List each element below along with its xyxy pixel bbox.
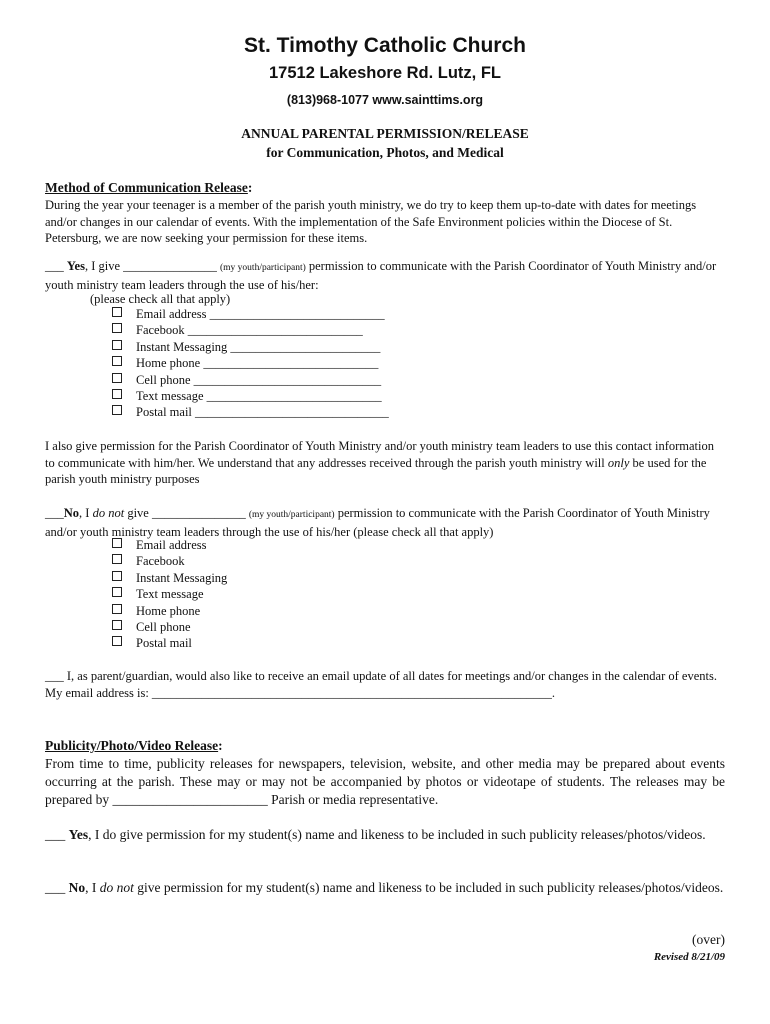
church-name: St. Timothy Catholic Church bbox=[244, 34, 526, 57]
list-item[interactable]: Home phone ____________________________ bbox=[112, 355, 389, 371]
checkbox[interactable] bbox=[112, 554, 122, 564]
communication-no-statement: ___No, I do not give _______________ (my youth/participant) permission to communicate with the Parish Coordinator of Youth Ministry and/or youth ministry team leaders through the use of his/her (please check all that apply) bbox=[45, 506, 710, 539]
checkbox[interactable] bbox=[112, 389, 122, 399]
list-item[interactable]: Email address ____________________________ bbox=[112, 306, 389, 322]
communication-intro: During the year your teenager is a member of the parish youth ministry, we do try to keep them up-to-date with dates for meetings and/or changes in our calendar of events. With the implementation of the Safe Environment policies within the Diocese of St. Petersburg, we are now seeking your permission for these items. bbox=[45, 198, 697, 245]
publicity-heading-text: Publicity/Photo/Video Release bbox=[45, 738, 219, 753]
list-item[interactable]: Postal mail bbox=[112, 635, 227, 651]
checkbox[interactable] bbox=[112, 571, 122, 581]
check-all-note: (please check all that apply) bbox=[90, 292, 231, 306]
church-phone-website: (813)968-1077 www.sainttims.org bbox=[286, 93, 484, 107]
church-address: 17512 Lakeshore Rd. Lutz, FL bbox=[269, 64, 501, 82]
list-item[interactable]: Postal mail _______________________________ bbox=[112, 404, 389, 420]
list-item[interactable]: Instant Messaging ________________________ bbox=[112, 339, 389, 355]
publicity-intro: From time to time, publicity releases for newspapers, television, website, and other media may be prepared about events occurring at the parish. These may or may not be accompanied by photos or videotape of students. The releases may be prepared by _______________________ Parish or media representative. bbox=[45, 756, 725, 807]
no-contact-list bbox=[112, 537, 227, 652]
publicity-yes-statement: ___ Yes, I do give permission for my student(s) name and likeness to be included in such publicity releases/photos/videos. bbox=[45, 827, 706, 842]
yes-blank[interactable]: ___ bbox=[45, 259, 64, 273]
checkbox[interactable] bbox=[112, 373, 122, 383]
list-item[interactable]: Email address bbox=[112, 537, 227, 553]
communication-yes-statement: ___ Yes, I give _______________ (my youth/participant) permission to communicate with the Parish Coordinator of Youth Ministry and/or youth ministry team leaders through the use of his/her: bbox=[45, 259, 717, 292]
publicity-no-statement: ___ No, I do not give permission for my student(s) name and likeness to be included in such publicity releases/photos/videos. bbox=[45, 880, 724, 895]
list-item[interactable]: Cell phone bbox=[112, 619, 227, 635]
permission-paragraph: I also give permission for the Parish Coordinator of Youth Ministry and/or youth ministry team leaders to use this contact information to communicate with him/her. We understand that any addresses received through the parish youth ministry will only be used for the parish youth ministry purposes bbox=[45, 439, 715, 486]
list-item[interactable]: Facebook bbox=[112, 553, 227, 569]
publicity-heading: Publicity/Photo/Video Release: bbox=[45, 738, 223, 753]
form-title-line-1: ANNUAL PARENTAL PERMISSION/RELEASE bbox=[241, 126, 529, 141]
checkbox[interactable] bbox=[112, 620, 122, 630]
checkbox[interactable] bbox=[112, 340, 122, 350]
checkbox[interactable] bbox=[112, 636, 122, 646]
email-update-statement[interactable]: ___ I, as parent/guardian, would also like to receive an email update of all dates for meetings and/or changes in the calendar of events. My email address is: ________________________________________________________________. bbox=[45, 669, 717, 700]
list-item[interactable]: Facebook ____________________________ bbox=[112, 322, 389, 338]
yes-contact-list bbox=[112, 306, 389, 421]
checkbox[interactable] bbox=[112, 587, 122, 597]
list-item[interactable]: Text message bbox=[112, 586, 227, 602]
form-title bbox=[0, 124, 770, 162]
checkbox[interactable] bbox=[112, 538, 122, 548]
communication-heading-text: Method of Communication Release bbox=[45, 180, 248, 195]
list-item[interactable]: Instant Messaging bbox=[112, 570, 227, 586]
revised-date: Revised 8/21/09 bbox=[653, 951, 725, 963]
over-note: (over) bbox=[692, 932, 725, 947]
publicity-yes-blank[interactable]: ___ bbox=[45, 827, 69, 842]
checkbox[interactable] bbox=[112, 604, 122, 614]
form-title-line-2: for Communication, Photos, and Medical bbox=[266, 145, 504, 160]
no-blank[interactable]: ___ bbox=[45, 506, 64, 520]
checkbox[interactable] bbox=[112, 405, 122, 415]
checkbox[interactable] bbox=[112, 307, 122, 317]
list-item[interactable]: Text message ____________________________ bbox=[112, 388, 389, 404]
publicity-no-blank[interactable]: ___ bbox=[45, 880, 69, 895]
checkbox[interactable] bbox=[112, 323, 122, 333]
list-item[interactable]: Home phone bbox=[112, 603, 227, 619]
list-item[interactable]: Cell phone ______________________________ bbox=[112, 372, 389, 388]
checkbox[interactable] bbox=[112, 356, 122, 366]
communication-heading: Method of Communication Release: bbox=[45, 180, 253, 195]
